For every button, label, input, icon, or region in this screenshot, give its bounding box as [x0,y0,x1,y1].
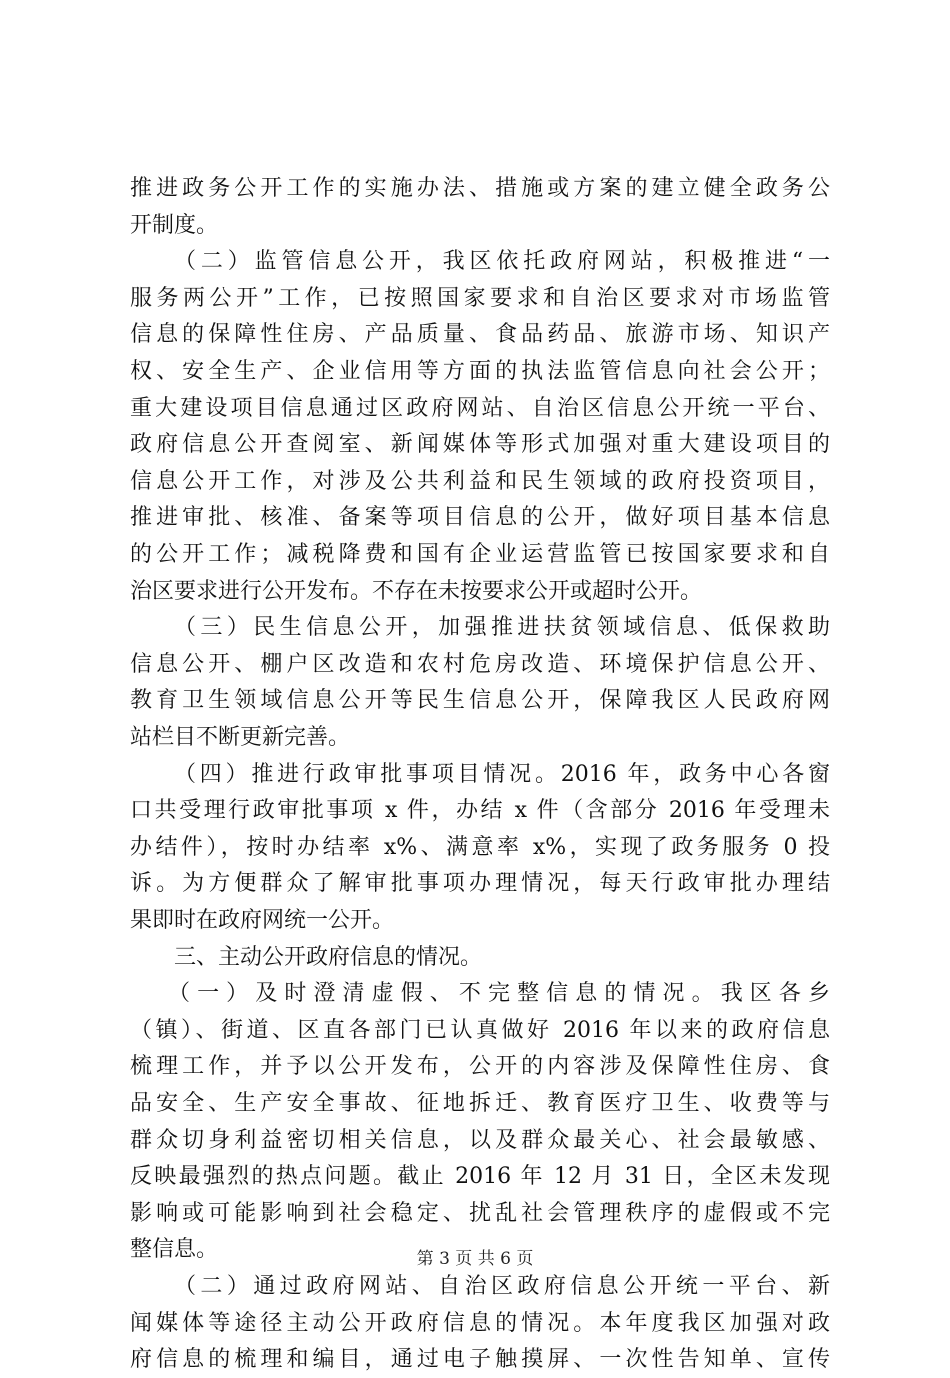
paragraph-line: 品安全、生产安全事故、征地拆迁、教育医疗卫生、收费等与 [130,1091,830,1116]
page-footer: 第 3 页 共 6 页 [416,1249,534,1269]
paragraph-line: 三、主动公开政府信息的情况。 [174,944,483,970]
paragraph-line: 教育卫生领域信息公开等民生信息公开，保障我区人民政府网 [130,688,830,714]
paragraph-line: 信息公开、棚户区改造和农村危房改造、环境保护信息公开、 [130,651,830,677]
paragraph-line: 服务两公开”工作，已按照国家要求和自治区要求对市场监管 [130,285,830,311]
paragraph-line: （二）监管信息公开，我区依托政府网站，积极推进“一 [174,249,830,275]
paragraph-line: 推进政务公开工作的实施办法、措施或方案的建立健全政务公 [130,176,830,201]
paragraph-line: 反映最强烈的热点问题。截止 2016 年 12 月 31 日，全区未发现 [130,1164,830,1190]
paragraph-line: 开制度。 [130,212,219,238]
paragraph-line: 闻媒体等途径主动公开政府信息的情况。本年度我区加强对政 [130,1310,830,1336]
paragraph-line: 影响或可能影响到社会稳定、扰乱社会管理秩序的虚假或不完 [130,1200,830,1226]
paragraph-line: （一）及时澄清虚假、不完整信息的情况。我区各乡 [168,981,830,1007]
paragraph-line: 站栏目不断更新完善。 [130,725,351,750]
paragraph-line: 办结件），按时办结率 x%、满意率 x%，实现了政务服务 0 投 [130,834,830,860]
paragraph-line: 的公开工作；减税降费和国有企业运营监管已按国家要求和自 [130,542,830,567]
paragraph-line: 府信息的梳理和编目，通过电子触摸屏、一次性告知单、宣传 [130,1347,830,1373]
paragraph-line: 权、安全生产、企业信用等方面的执法监管信息向社会公开； [130,359,830,384]
paragraph-line: 整信息。 [130,1237,219,1263]
paragraph-line: （三）民生信息公开，加强推进扶贫领域信息、低保救助 [174,615,830,641]
paragraph-line: 重大建设项目信息通过区政府网站、自治区信息公开统一平台、 [130,395,830,421]
paragraph-line: 群众切身利益密切相关信息，以及群众最关心、社会最敏感、 [130,1127,830,1153]
paragraph-line: （镇）、街道、区直各部门已认真做好 2016 年以来的政府信息 [130,1017,830,1043]
paragraph-line: 诉。为方便群众了解审批事项办理情况，每天行政审批办理结 [130,871,830,897]
paragraph-line: （二）通过政府网站、自治区政府信息公开统一平台、新 [174,1274,830,1299]
paragraph-line: 政府信息公开查阅室、新闻媒体等形式加强对重大建设项目的 [130,432,830,458]
paragraph-line: 信息公开工作，对涉及公共利益和民生领域的政府投资项目， [130,468,830,494]
paragraph-line: 推进审批、核准、备案等项目信息的公开，做好项目基本信息 [130,505,830,531]
paragraph-line: 信息的保障性住房、产品质量、食品药品、旅游市场、知识产 [130,322,830,348]
paragraph-line: 果即时在政府网统一公开。 [130,908,395,933]
paragraph-line: 梳理工作，并予以公开发布，公开的内容涉及保障性住房、食 [130,1054,830,1080]
paragraph-line: （四）推进行政审批事项目情况。2016 年，政务中心各窗 [174,761,830,787]
paragraph-line: 口共受理行政审批事项 x 件，办结 x 件（含部分 2016 年受理未 [130,798,830,824]
paragraph-line: 治区要求进行公开发布。不存在未按要求公开或超时公开。 [130,578,703,604]
